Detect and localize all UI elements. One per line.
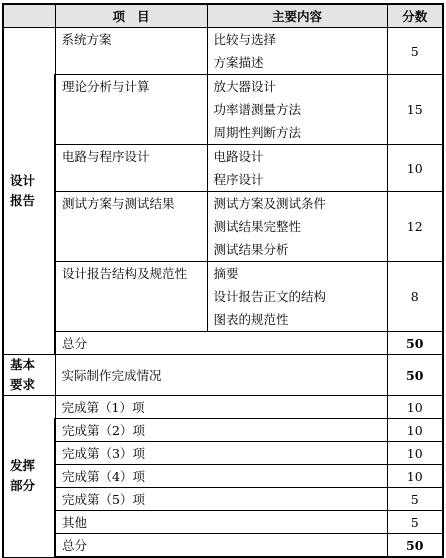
table-row bbox=[3, 262, 443, 332]
score-cell: 5 bbox=[387, 28, 443, 75]
header-row bbox=[3, 4, 443, 28]
score-cell: 50 bbox=[387, 355, 443, 396]
total-label: 总分 bbox=[55, 332, 387, 355]
item-cell: 完成第（5）项 bbox=[55, 488, 387, 511]
item-cell: 理论分析与计算 bbox=[55, 75, 207, 145]
item-cell: 其他 bbox=[55, 511, 387, 534]
content-cell: 摘要 设计报告正文的结构 图表的规范性 bbox=[207, 262, 387, 332]
content-cell: 电路设计 程序设计 bbox=[207, 145, 387, 192]
score-cell: 5 bbox=[387, 511, 443, 534]
item-cell: 测试方案与测试结果 bbox=[55, 192, 207, 262]
table-row bbox=[3, 145, 443, 192]
content-cell: 测试方案及测试条件 测试结果完整性 测试结果分析 bbox=[207, 192, 387, 262]
item-cell: 完成第（4）项 bbox=[55, 465, 387, 488]
item-cell: 完成第（1）项 bbox=[55, 396, 387, 419]
score-cell: 8 bbox=[387, 262, 443, 332]
category-extended-part: 发挥部分 bbox=[3, 396, 55, 558]
table-row bbox=[3, 75, 443, 145]
table-row bbox=[3, 396, 443, 419]
content-cell: 比较与选择 方案描述 bbox=[207, 28, 387, 75]
score-cell: 12 bbox=[387, 192, 443, 262]
score-cell: 5 bbox=[387, 488, 443, 511]
header-item: 项目 bbox=[55, 4, 207, 28]
table-row bbox=[3, 511, 443, 534]
score-cell: 15 bbox=[387, 75, 443, 145]
score-cell: 10 bbox=[387, 442, 443, 465]
total-score: 50 bbox=[387, 534, 443, 558]
score-cell: 10 bbox=[387, 419, 443, 442]
score-cell: 10 bbox=[387, 465, 443, 488]
item-cell: 实际制作完成情况 bbox=[55, 355, 387, 396]
header-blank bbox=[3, 4, 55, 28]
header-content: 主要内容 bbox=[207, 4, 387, 28]
category-design-report: 设计报告 bbox=[3, 28, 55, 355]
total-score: 50 bbox=[387, 332, 443, 355]
header-score: 分数 bbox=[387, 4, 443, 28]
grading-table bbox=[2, 3, 444, 558]
table-row bbox=[3, 419, 443, 442]
item-cell: 设计报告结构及规范性 bbox=[55, 262, 207, 332]
table-row bbox=[3, 192, 443, 262]
table-row-total bbox=[3, 332, 443, 355]
item-cell: 电路与程序设计 bbox=[55, 145, 207, 192]
score-cell: 10 bbox=[387, 396, 443, 419]
table-row bbox=[3, 465, 443, 488]
total-label: 总分 bbox=[55, 534, 387, 558]
content-cell: 放大器设计 功率谱测量方法 周期性判断方法 bbox=[207, 75, 387, 145]
category-basic-requirements: 基本要求 bbox=[3, 355, 55, 396]
table-row bbox=[3, 442, 443, 465]
table-row bbox=[3, 28, 443, 75]
item-cell: 系统方案 bbox=[55, 28, 207, 75]
table-row bbox=[3, 355, 443, 396]
item-cell: 完成第（3）项 bbox=[55, 442, 387, 465]
table-row-total bbox=[3, 534, 443, 558]
score-cell: 10 bbox=[387, 145, 443, 192]
table-row bbox=[3, 488, 443, 511]
item-cell: 完成第（2）项 bbox=[55, 419, 387, 442]
